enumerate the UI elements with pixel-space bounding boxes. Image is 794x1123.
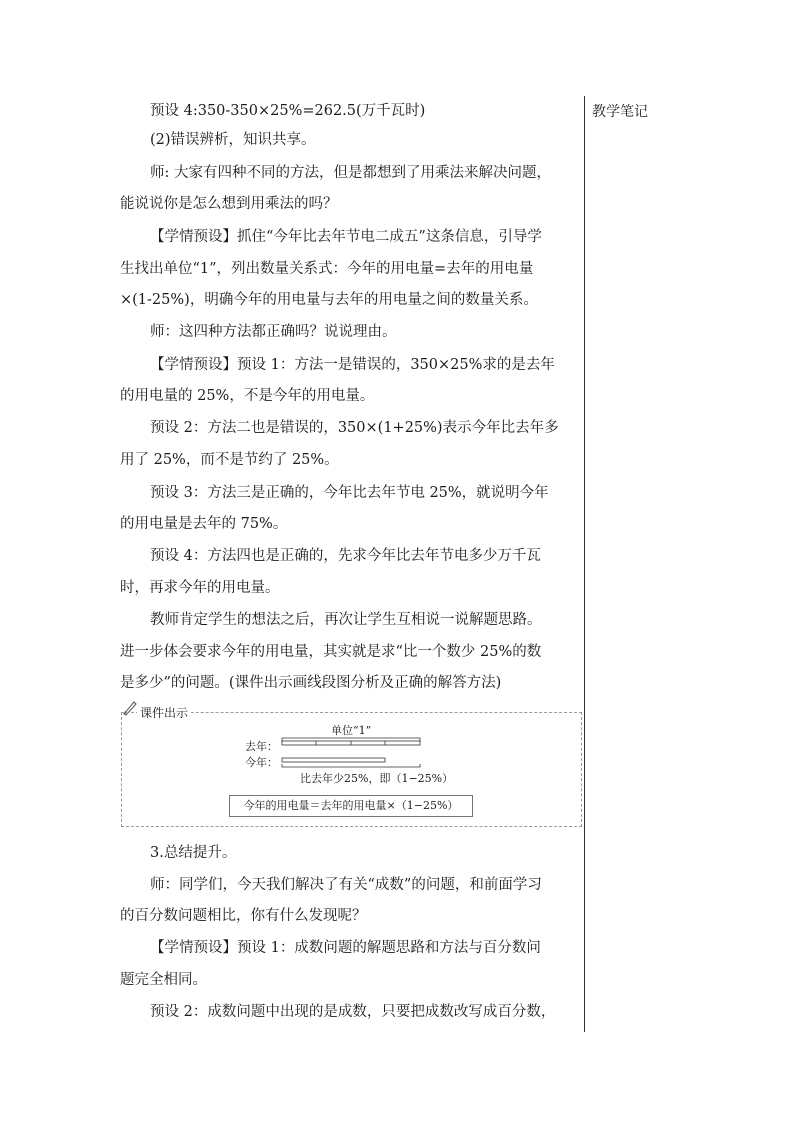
- paragraph-line: 预设 2：成数问题中出现的是成数，只要把成数改写成百分数，: [150, 1004, 556, 1020]
- difference-label: 比去年少25%，即（1−25%）: [300, 772, 454, 785]
- this-year-label: 今年：: [245, 756, 278, 769]
- side-note-title: 教学笔记: [592, 104, 648, 120]
- notes-divider: [584, 96, 585, 1032]
- paragraph-line: 进一步体会要求今年的用电量，其实就是求“比一个数少 25%的数: [120, 644, 542, 660]
- pencil-icon: [122, 700, 138, 716]
- paragraph-line: 预设 3：方法三是正确的，今年比去年节电 25%，就说明今年: [150, 485, 549, 501]
- paragraph-line: 师: 大家有四种不同的方法，但是都想到了用乘法来解决问题，: [150, 165, 551, 181]
- formula-box: 今年的用电量＝去年的用电量×（1−25%）: [229, 795, 473, 817]
- paragraph-line: 的百分数问题相比，你有什么发现呢？: [120, 908, 367, 924]
- line-segment-diagram: [280, 734, 426, 774]
- paragraph-line: 师：同学们，今天我们解决了有关“成数”的问题，和前面学习: [150, 877, 542, 893]
- paragraph-line: 教师肯定学生的想法之后，再次让学生互相说一说解题思路。: [150, 612, 542, 628]
- paragraph-line: 是多少”的问题。(课件出示画线段图分析及正确的解答方法): [120, 675, 502, 691]
- paragraph-line: 【学情预设】预设 1：成数问题的解题思路和方法与百分数问: [150, 940, 541, 956]
- paragraph-line: 师：这四种方法都正确吗？说说理由。: [150, 324, 397, 340]
- paragraph-line: 时，再求今年的用电量。: [120, 580, 280, 596]
- paragraph-line: 3.总结提升。: [150, 845, 237, 861]
- paragraph-line: 生找出单位“1”，列出数量关系式：今年的用电量=去年的用电量: [120, 261, 534, 277]
- paragraph-line: 题完全相同。: [120, 972, 207, 988]
- paragraph-line: 的用电量的 25%，不是今年的用电量。: [120, 388, 375, 404]
- paragraph-line: 用了 25%，而不是节约了 25%。: [120, 452, 339, 468]
- paragraph-line: 预设 4：方法四也是正确的，先求今年比去年节电多少万千瓦: [150, 548, 541, 564]
- paragraph-line: 【学情预设】预设 1：方法一是错误的，350×25%求的是去年: [150, 357, 555, 373]
- paragraph-line: (2)错误辨析，知识共享。: [150, 132, 316, 148]
- paragraph-line: 【学情预设】抓住“今年比去年节电二成五”这条信息，引导学: [150, 229, 542, 245]
- paragraph-line: 的用电量是去年的 75%。: [120, 516, 288, 532]
- paragraph-line: ×(1-25%)，明确今年的用电量与去年的用电量之间的数量关系。: [120, 292, 538, 308]
- last-year-label: 去年：: [245, 740, 278, 753]
- paragraph-line: 预设 4:350-350×25%=262.5(万千瓦时): [150, 103, 426, 119]
- paragraph-line: 预设 2：方法二也是错误的，350×(1+25%)表示今年比去年多: [150, 420, 559, 436]
- courseware-label: 课件出示: [137, 704, 191, 721]
- paragraph-line: 能说说你是怎么想到用乘法的吗？: [120, 196, 338, 212]
- unit-label: 单位“1”: [331, 724, 372, 737]
